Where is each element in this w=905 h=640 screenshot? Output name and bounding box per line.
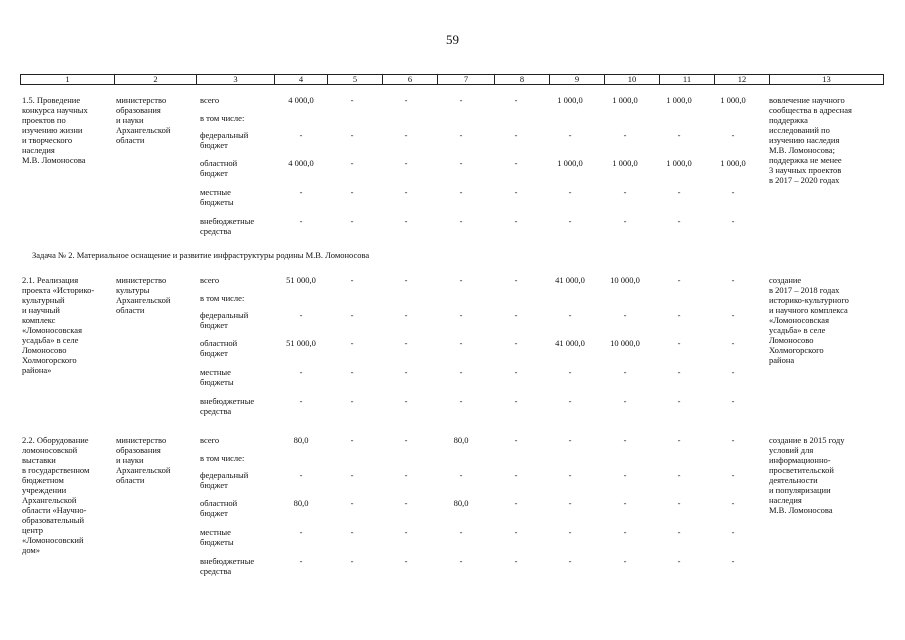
funding-value: -: [514, 556, 518, 566]
funding-value: -: [350, 158, 354, 168]
funding-row: [20, 556, 870, 584]
funding-value: -: [404, 95, 408, 105]
header-col-4: 4: [275, 75, 328, 85]
funding-source: внебюджетные средства: [200, 216, 255, 236]
funding-value: -: [404, 556, 408, 566]
task-2-heading: Задача № 2. Материальное оснащение и развитие инфраструктуры родины М.В. Ломоносова: [32, 250, 370, 260]
funding-value: -: [677, 556, 681, 566]
funding-value: -: [731, 435, 735, 445]
funding-value: -: [731, 556, 735, 566]
header-col-9: 9: [550, 75, 605, 85]
funding-value: -: [459, 338, 463, 348]
funding-value: -: [459, 527, 463, 537]
funding-value: -: [514, 435, 518, 445]
funding-value: -: [350, 367, 354, 377]
funding-value: -: [731, 527, 735, 537]
funding-value: -: [514, 527, 518, 537]
funding-value: 1 000,0: [666, 95, 692, 105]
executor: министерство образования и науки Архангельской области: [116, 95, 171, 145]
funding-value: -: [404, 275, 408, 285]
funding-row: [20, 187, 870, 215]
funding-source: в том числе:: [200, 113, 245, 123]
funding-value: -: [731, 310, 735, 320]
funding-value: -: [350, 396, 354, 406]
funding-value: 80,0: [453, 435, 469, 445]
funding-row: [20, 216, 870, 244]
funding-value: -: [568, 130, 572, 140]
funding-value: -: [350, 216, 354, 226]
funding-value: -: [404, 396, 408, 406]
funding-value: -: [299, 216, 303, 226]
funding-value: -: [459, 130, 463, 140]
funding-value: -: [514, 95, 518, 105]
executor: министерство образования и науки Архангельской области: [116, 435, 171, 485]
funding-value: -: [404, 435, 408, 445]
funding-row: [20, 498, 870, 526]
funding-value: -: [677, 130, 681, 140]
header-col-1: 1: [21, 75, 115, 85]
funding-source: внебюджетные средства: [200, 556, 255, 576]
funding-value: -: [299, 367, 303, 377]
funding-value: -: [677, 338, 681, 348]
funding-source: местные бюджеты: [200, 527, 234, 547]
funding-value: -: [731, 130, 735, 140]
funding-value: -: [404, 130, 408, 140]
funding-value: -: [677, 498, 681, 508]
funding-value: -: [731, 338, 735, 348]
funding-source: федеральный бюджет: [200, 310, 249, 330]
funding-value: 51 000,0: [286, 275, 316, 285]
funding-value: 4 000,0: [288, 158, 314, 168]
funding-value: -: [514, 158, 518, 168]
funding-value: -: [623, 556, 627, 566]
funding-source: областной бюджет: [200, 498, 238, 518]
header-col-12: 12: [715, 75, 770, 85]
funding-value: -: [459, 556, 463, 566]
funding-value: -: [623, 310, 627, 320]
expected-result: создание в 2017 – 2018 годах историко-культурного и научного комплекса «Ломоносовская усадьба» в селе Ломоносово Холмогорского района: [769, 275, 849, 365]
funding-value: 10 000,0: [610, 338, 640, 348]
funding-source: внебюджетные средства: [200, 396, 255, 416]
funding-value: -: [568, 435, 572, 445]
funding-value: -: [350, 556, 354, 566]
funding-value: -: [404, 216, 408, 226]
funding-value: -: [350, 310, 354, 320]
funding-row: [20, 527, 870, 555]
funding-source: в том числе:: [200, 293, 245, 303]
funding-value: -: [350, 498, 354, 508]
funding-row: [20, 310, 870, 338]
header-col-13: 13: [770, 75, 884, 85]
funding-value: -: [299, 396, 303, 406]
funding-source: в том числе:: [200, 453, 245, 463]
header-col-7: 7: [438, 75, 495, 85]
funding-value: -: [514, 367, 518, 377]
funding-value: -: [677, 275, 681, 285]
funding-value: -: [404, 527, 408, 537]
funding-value: -: [299, 187, 303, 197]
funding-source: федеральный бюджет: [200, 470, 249, 490]
funding-value: -: [514, 275, 518, 285]
funding-value: -: [459, 95, 463, 105]
measure-name: 1.5. Проведение конкурса научных проектов по изучению жизни и творческого наследия М.В. Ломоносова: [22, 95, 88, 165]
funding-value: -: [731, 498, 735, 508]
funding-value: -: [459, 275, 463, 285]
funding-value: -: [459, 310, 463, 320]
funding-value: 80,0: [453, 498, 469, 508]
funding-value: 1 000,0: [557, 158, 583, 168]
measure-name: 2.2. Оборудование ломоносовской выставки в государственном бюджетном учреждении Архангельской области «Научно- образовательный центр «Ломоносовский дом»: [22, 435, 90, 555]
funding-value: -: [623, 396, 627, 406]
funding-value: -: [514, 130, 518, 140]
header-col-8: 8: [495, 75, 550, 85]
funding-value: -: [350, 95, 354, 105]
funding-value: -: [623, 498, 627, 508]
funding-value: -: [731, 187, 735, 197]
header-col-6: 6: [383, 75, 438, 85]
funding-source: всего: [200, 275, 220, 285]
funding-value: -: [350, 435, 354, 445]
funding-value: -: [623, 187, 627, 197]
funding-value: 1 000,0: [557, 95, 583, 105]
funding-value: -: [404, 367, 408, 377]
funding-value: 1 000,0: [720, 158, 746, 168]
expected-result: вовлечение научного сообщества в адресная поддержка исследований по изучению наследия М.В. Ломоносова; поддержка не менее 3 научных проектов в 2017 – 2020 годах: [769, 95, 852, 185]
funding-value: -: [404, 158, 408, 168]
column-number-header: [20, 74, 884, 85]
funding-value: 51 000,0: [286, 338, 316, 348]
funding-value: -: [459, 367, 463, 377]
funding-value: -: [459, 396, 463, 406]
header-col-5: 5: [328, 75, 383, 85]
funding-value: -: [623, 130, 627, 140]
funding-value: -: [568, 470, 572, 480]
funding-value: -: [731, 275, 735, 285]
funding-source: федеральный бюджет: [200, 130, 249, 150]
funding-value: -: [350, 130, 354, 140]
funding-value: -: [350, 470, 354, 480]
funding-source: местные бюджеты: [200, 187, 234, 207]
funding-value: -: [677, 527, 681, 537]
funding-value: -: [514, 216, 518, 226]
funding-value: -: [731, 396, 735, 406]
funding-value: -: [623, 367, 627, 377]
funding-value: -: [299, 527, 303, 537]
expected-result: создание в 2015 году условий для информационно- просветительской деятельности и популяризации наследия М.В. Ломоносова: [769, 435, 845, 515]
funding-value: -: [459, 470, 463, 480]
funding-value: -: [677, 187, 681, 197]
funding-value: -: [623, 470, 627, 480]
funding-value: -: [677, 216, 681, 226]
funding-value: -: [623, 435, 627, 445]
measure-name: 2.1. Реализация проекта «Историко- культурный и научный комплекс «Ломоносовская усадьба» в селе Ломоносово Холмогорского района»: [22, 275, 95, 375]
header-col-2: 2: [115, 75, 197, 85]
funding-value: -: [731, 367, 735, 377]
funding-value: -: [623, 216, 627, 226]
executor: министерство культуры Архангельской области: [116, 275, 171, 315]
funding-value: -: [299, 130, 303, 140]
funding-value: 1 000,0: [720, 95, 746, 105]
funding-value: -: [404, 470, 408, 480]
funding-value: 1 000,0: [666, 158, 692, 168]
funding-row: [20, 367, 870, 395]
funding-value: -: [514, 187, 518, 197]
funding-value: -: [404, 498, 408, 508]
funding-row: [20, 338, 870, 366]
funding-value: -: [623, 527, 627, 537]
funding-row: [20, 470, 870, 498]
funding-value: -: [404, 310, 408, 320]
funding-value: -: [568, 498, 572, 508]
funding-value: -: [404, 187, 408, 197]
funding-row: [20, 158, 870, 186]
funding-value: -: [568, 187, 572, 197]
funding-value: -: [350, 338, 354, 348]
funding-value: -: [299, 310, 303, 320]
header-col-11: 11: [660, 75, 715, 85]
funding-value: -: [568, 216, 572, 226]
funding-value: -: [459, 158, 463, 168]
header-col-3: 3: [197, 75, 275, 85]
funding-value: 80,0: [293, 435, 309, 445]
funding-value: -: [514, 498, 518, 508]
funding-value: -: [568, 556, 572, 566]
funding-source: всего: [200, 95, 220, 105]
funding-value: -: [677, 367, 681, 377]
funding-value: 41 000,0: [555, 275, 585, 285]
funding-value: -: [459, 216, 463, 226]
funding-source: областной бюджет: [200, 158, 238, 178]
funding-value: 4 000,0: [288, 95, 314, 105]
funding-value: -: [299, 470, 303, 480]
funding-value: -: [731, 216, 735, 226]
funding-value: -: [568, 310, 572, 320]
funding-source: областной бюджет: [200, 338, 238, 358]
funding-row: [20, 130, 870, 158]
funding-value: 41 000,0: [555, 338, 585, 348]
funding-value: 10 000,0: [610, 275, 640, 285]
funding-value: -: [514, 310, 518, 320]
funding-value: -: [677, 396, 681, 406]
funding-row: [20, 396, 870, 424]
funding-value: -: [404, 338, 408, 348]
funding-value: -: [731, 470, 735, 480]
funding-value: -: [299, 556, 303, 566]
header-col-10: 10: [605, 75, 660, 85]
funding-value: 80,0: [293, 498, 309, 508]
funding-value: 1 000,0: [612, 95, 638, 105]
funding-source: всего: [200, 435, 220, 445]
funding-value: 1 000,0: [612, 158, 638, 168]
funding-value: -: [350, 527, 354, 537]
funding-value: -: [568, 396, 572, 406]
funding-value: -: [677, 310, 681, 320]
funding-value: -: [514, 338, 518, 348]
funding-value: -: [677, 435, 681, 445]
funding-value: -: [514, 470, 518, 480]
funding-value: -: [459, 187, 463, 197]
funding-value: -: [350, 275, 354, 285]
funding-value: -: [568, 367, 572, 377]
page-number: 59: [446, 32, 459, 47]
funding-source: местные бюджеты: [200, 367, 234, 387]
funding-value: -: [677, 470, 681, 480]
funding-value: -: [350, 187, 354, 197]
funding-value: -: [514, 396, 518, 406]
header-row: [21, 75, 884, 85]
funding-value: -: [568, 527, 572, 537]
